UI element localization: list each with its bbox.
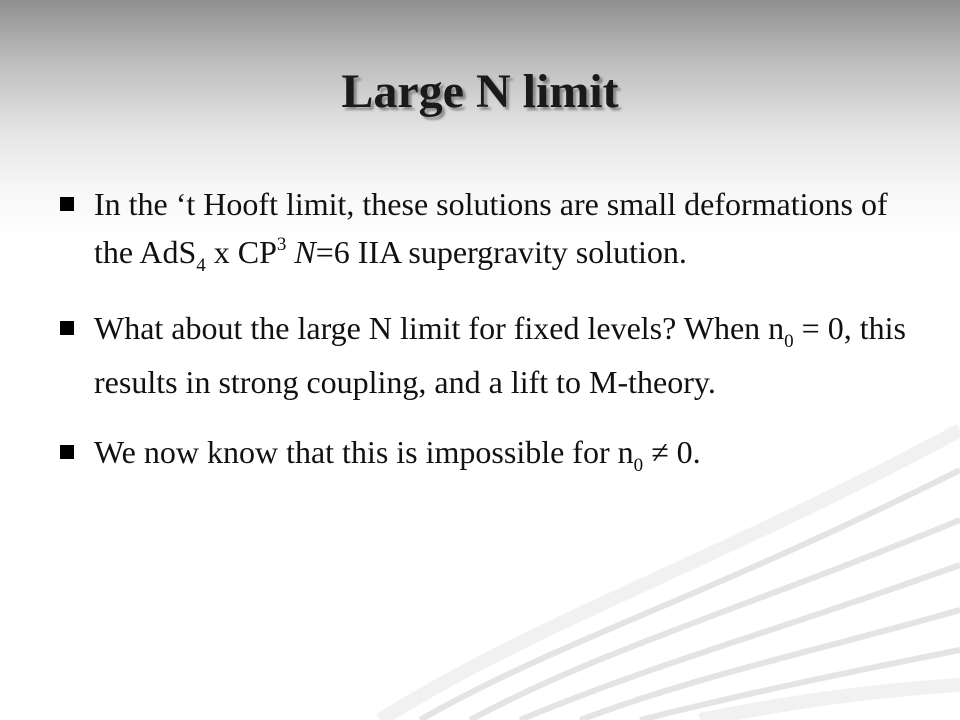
bullet-item bbox=[58, 304, 918, 406]
bullet-text: x CP bbox=[205, 234, 277, 270]
bullet-item bbox=[58, 428, 918, 482]
superscript: 3 bbox=[276, 234, 287, 255]
bullet-text: = 0, this results in strong coupling, and a lift to M-theory. bbox=[94, 310, 906, 400]
italic-symbol: N bbox=[294, 234, 316, 270]
subscript: 0 bbox=[633, 455, 644, 476]
bullet-text: In the ‘t Hooft limit, these solutions are small deformations of the AdS bbox=[94, 186, 888, 270]
square-bullet-icon bbox=[60, 321, 74, 335]
bullet-list bbox=[58, 180, 918, 504]
bullet-item bbox=[58, 180, 918, 282]
slide-title: Large N limit bbox=[341, 65, 619, 118]
square-bullet-icon bbox=[60, 445, 74, 459]
square-bullet-icon bbox=[60, 197, 74, 211]
subscript: 0 bbox=[784, 331, 794, 352]
bullet-text: ≠ 0. bbox=[643, 434, 701, 470]
bullet-text: What about the large N limit for fixed levels? When n bbox=[94, 310, 785, 346]
bullet-text: =6 IIA supergravity solution. bbox=[315, 234, 687, 270]
subscript: 4 bbox=[196, 255, 206, 276]
bullet-text: We now know that this is impossible for n bbox=[94, 434, 634, 470]
